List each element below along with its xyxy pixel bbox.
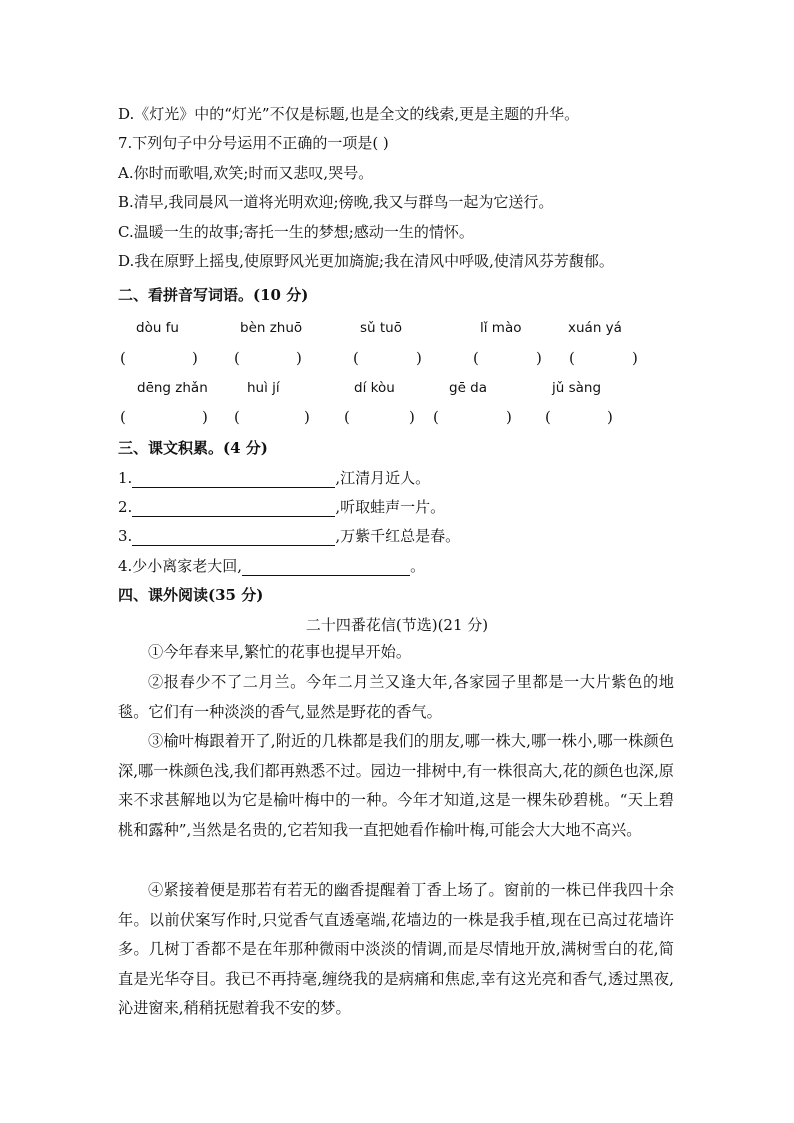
- answer-paren-open: (: [433, 408, 439, 426]
- answer-paren-open: (: [344, 408, 350, 426]
- accumulation-item-1: [118, 468, 430, 488]
- answer-paren-close: ): [506, 408, 512, 426]
- pinyin: bèn zhuō: [240, 320, 303, 336]
- q7-option-a: A.你时而歌唱,欢笑;时而又悲叹,哭号。: [118, 164, 374, 182]
- passage-paragraph-4: ④紧接着便是那若有若无的幽香提醒着丁香上场了。窗前的一株已伴我四十余年。以前伏案写作时,只觉香气直透毫端,花墙边的一株是我手植,现在已高过花墙许多。几树丁香都不是在年那种微雨中淡淡的情调,而是尽情地开放,满树雪白的花,简直是光华夺目。我已不再持毫,缠绕我的是病痛和焦虑,幸有这光亮和香气,透过黑夜,沁进窗来,稍稍抚慰着我不安的梦。: [118, 881, 674, 1017]
- item-prefix: 4.少小离家老大回,: [118, 557, 243, 575]
- answer-blank[interactable]: [242, 560, 410, 576]
- item-number: 3.: [118, 527, 133, 545]
- answer-paren-close: ): [409, 408, 415, 426]
- accumulation-item-4: [118, 556, 425, 576]
- answer-paren-open: (: [120, 349, 126, 367]
- pinyin: dòu fu: [136, 320, 179, 336]
- answer-blank[interactable]: [132, 501, 335, 517]
- answer-paren-open: (: [234, 349, 240, 367]
- answer-paren-open: (: [120, 408, 126, 426]
- q7-option-d: D.我在原野上摇曳,使原野风光更加旖旎;我在清风中呼吸,使清风芬芳馥郁。: [118, 252, 614, 270]
- answer-blank[interactable]: [132, 530, 335, 546]
- answer-paren-close: ): [536, 349, 542, 367]
- pinyin: dēng zhǎn: [137, 380, 208, 396]
- section4-heading: 四、课外阅读(35 分): [118, 586, 264, 604]
- answer-paren-close: ): [192, 349, 198, 367]
- pinyin-row-2: [0, 380, 794, 400]
- answer-row-2: [0, 408, 794, 428]
- answer-paren-open: (: [353, 349, 359, 367]
- item-number: 2.: [118, 498, 133, 516]
- answer-paren-close: ): [416, 349, 422, 367]
- pinyin: dí kòu: [354, 380, 395, 396]
- accumulation-item-3: [118, 526, 460, 546]
- answer-paren-open: (: [473, 349, 479, 367]
- item-suffix: ,江清月近人。: [335, 469, 431, 487]
- pinyin-row-1: [0, 320, 794, 340]
- item-number: 1.: [118, 469, 133, 487]
- passage-paragraph-3: ③榆叶梅跟着开了,附近的几株都是我们的朋友,哪一株大,哪一株小,哪一株颜色深,哪一株颜色浅,我们都再熟悉不过。园边一排树中,有一株很高大,花的颜色也深,原来不求甚解地以为它是榆叶梅中的一种。今年才知道,这是一棵朱砂碧桃。“天上碧桃和露种”,当然是名贵的,它若知我一直把她看作榆叶梅,可能会大大地不高兴。: [118, 732, 674, 839]
- pinyin: gē da: [449, 380, 488, 396]
- passage-title: 二十四番花信(节选)(21 分): [305, 616, 489, 634]
- accumulation-item-2: [118, 497, 445, 517]
- passage-paragraph-2: ②报春少不了二月兰。今年二月兰又逢大年,各家园子里都是一大片紫色的地毯。它们有一种淡淡的香气,显然是野花的香气。: [118, 673, 674, 721]
- item-suffix: ,万紫千红总是春。: [335, 527, 461, 545]
- answer-paren-close: ): [304, 408, 310, 426]
- pinyin: jǔ sàng: [552, 380, 602, 396]
- q7-stem: 7.下列句子中分号运用不正确的一项是( ): [118, 134, 389, 152]
- item-suffix: ,听取蛙声一片。: [335, 498, 446, 516]
- answer-paren-open: (: [545, 408, 551, 426]
- pinyin: xuán yá: [568, 320, 622, 336]
- q7-option-c: C.温暖一生的故事;寄托一生的梦想;感动一生的情怀。: [118, 223, 474, 241]
- answer-paren-open: (: [234, 408, 240, 426]
- pinyin: sǔ tuō: [360, 320, 402, 336]
- answer-blank[interactable]: [132, 472, 335, 488]
- answer-paren-close: ): [296, 349, 302, 367]
- item-suffix: 。: [410, 557, 426, 575]
- pinyin: huì jí: [247, 380, 280, 396]
- section3-heading: 三、课文积累。(4 分): [118, 439, 268, 457]
- q7-option-b: B.清早,我同晨风一道将光明欢迎;傍晚,我又与群鸟一起为它送行。: [118, 193, 554, 211]
- passage-paragraph-1: ①今年春来早,繁忙的花事也提早开始。: [148, 643, 412, 661]
- answer-paren-close: ): [632, 349, 638, 367]
- answer-paren-close: ): [607, 408, 613, 426]
- section2-heading: 二、看拼音写词语。(10 分): [118, 286, 309, 304]
- answer-row-1: [0, 349, 794, 369]
- q6-option-d: D.《灯光》中的“灯光”不仅是标题,也是全文的线索,更是主题的升华。: [118, 105, 580, 123]
- pinyin: lǐ mào: [480, 320, 522, 336]
- answer-paren-open: (: [569, 349, 575, 367]
- answer-paren-close: ): [202, 408, 208, 426]
